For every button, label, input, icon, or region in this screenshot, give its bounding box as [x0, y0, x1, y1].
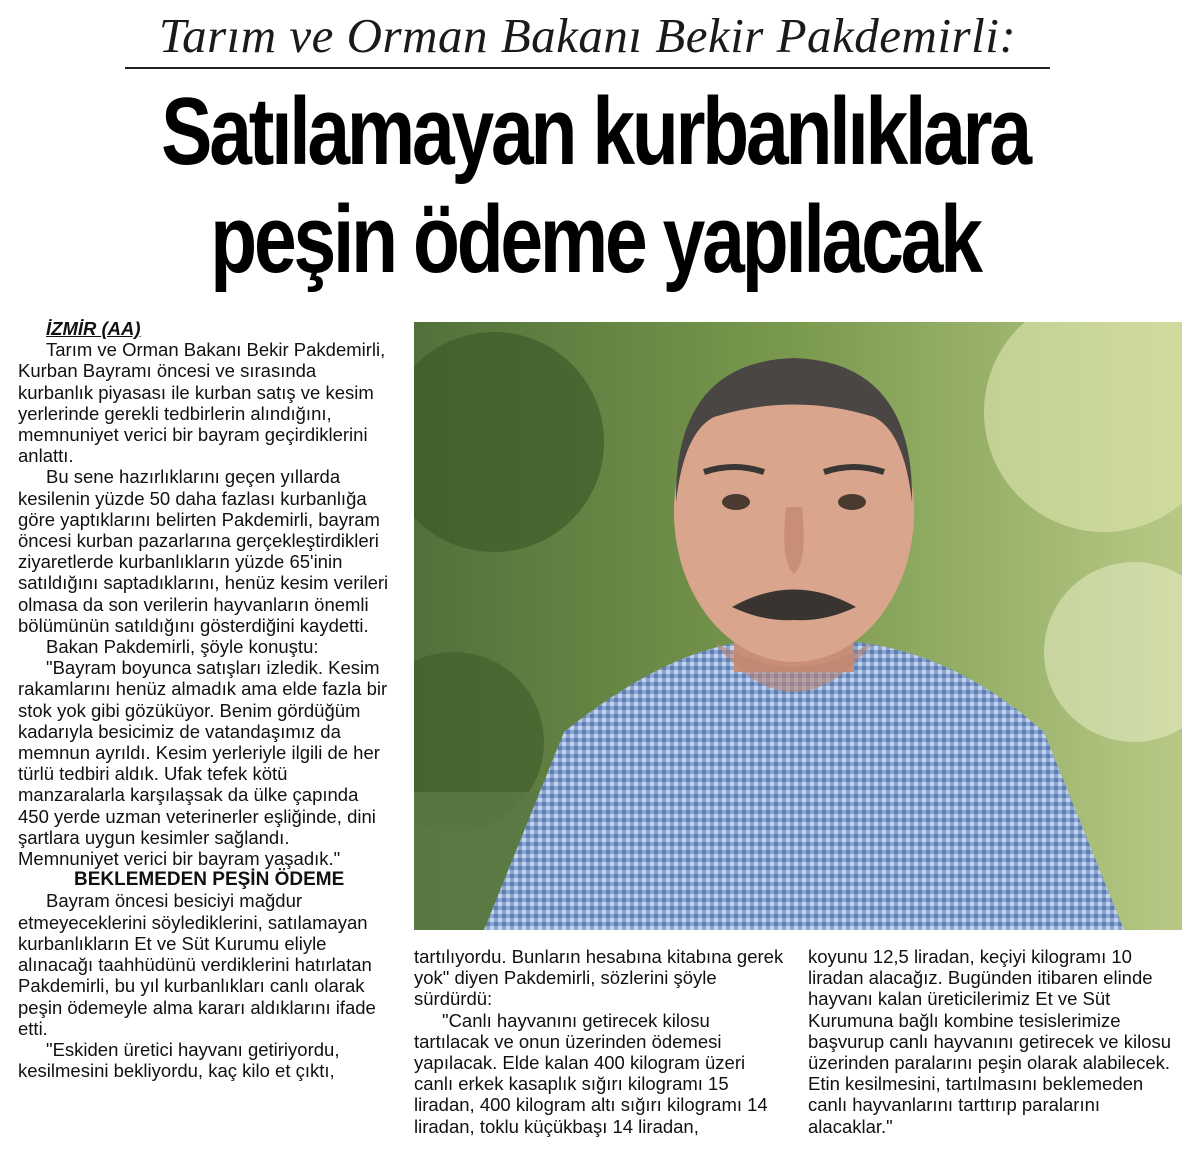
paragraph: tartılıyordu. Bunların hesabına kitabına gerek yok" diyen Pakdemirli, sözlerini şöyle sürdürdü:	[414, 946, 784, 1010]
subheading: BEKLEMEDEN PEŞİN ÖDEME	[74, 869, 345, 891]
paragraph: Bu sene hazırlıklarını geçen yıllarda kesilenin yüzde 50 daha fazlası kurbanlığa göre yaptıklarını belirten Pakdemirli, bayram öncesi kurban pazarlarına gerçekleştirdikleri ziyaretlerde kurbanlıkların yüzde 65'inin satıldığını saptadıklarını, henüz kesim verileri olmasa da son verilerin hayvanların önemli bölümünün satıldığını gösterdiğini kaydetti.	[18, 466, 389, 636]
byline: İZMİR (AA)	[46, 318, 141, 339]
paragraph: koyunu 12,5 liradan, keçiyi kilogramı 10 liradan alacağız. Bugünden itibaren elinde hayvanı kalan üreticilerimiz Et ve Süt Kurumuna bağlı kombine tesislerimize başvurup canlı hayvanını getirecek ve kilosu üzerinden paralarını peşin olarak alabilecek. Etin kesilmesini, tartılmasını beklemeden canlı hayvanlarını tarttırıp paralarını alacaklar."	[808, 946, 1172, 1137]
minister-photo	[414, 322, 1182, 930]
right-column	[808, 946, 1180, 1137]
portrait-illustration	[414, 322, 1182, 930]
middle-column	[414, 946, 784, 1137]
paragraph: "Bayram boyunca satışları izledik. Kesim rakamlarını henüz almadık ama elde fazla bir stok yok gibi gözüküyor. Benim gördüğüm kadarıyla besicimiz de vatandaşımız da memnun ayrıldı. Kesim yerleriyle ilgili de her türlü tedbiri aldık. Ufak tefek kötü manzaralarla karşılaşsak da ülke çapında 450 yerde uzman veterinerler eşliğinde, dini şartlara uygun kesimler sağlandı. Memnuniyet verici bir bayram yaşadık."	[18, 657, 388, 870]
article-kicker: Tarım ve Orman Bakanı Bekir Pakdemirli:	[158, 8, 1017, 63]
kicker-underline	[125, 67, 1050, 69]
headline-line-1: Satılamayan kurbanlıklara	[161, 78, 1029, 185]
paragraph: Bakan Pakdemirli, şöyle konuştu:	[46, 636, 319, 658]
paragraph: Bayram öncesi besiciyi mağdur etmeyeceklerini söylediklerini, satılamayan kurbanlıkların Et ve Süt Kurumu eliyle alınacağı taahhüdünü verdiklerini hatırlatan Pakdemirli, bu yıl kurbanlıkları canlı olarak peşin ödemeyle alma kararı aldıklarını ifade etti.	[18, 890, 376, 1039]
paragraph: "Canlı hayvanını getirecek kilosu tartılacak ve onun üzerinden ödemesi yapılacak. Elde kalan 400 kilogram üzeri canlı erkek kasaplık sığırı kilogramı 15 liradan, 400 kilogram altı sığırı kilogramı 14 liradan, toklu küçükbaşı 14 liradan,	[414, 1009, 768, 1137]
article-headline	[119, 78, 1071, 294]
headline-line-2: peşin ödeme yapılacak	[210, 186, 980, 293]
paragraph: Tarım ve Orman Bakanı Bekir Pakdemirli, Kurban Bayramı öncesi ve sırasında kurbanlık piyasası ile kurban satış ve kesim yerlerinde gerekli tedbirlerin alındığını, memnuniyet verici bir bayram geçirdiklerini anlattı.	[18, 339, 386, 467]
left-column	[18, 318, 390, 1081]
paragraph: "Eskiden üretici hayvanı getiriyordu, kesilmesini bekliyordu, kaç kilo et çıktı,	[18, 1038, 340, 1082]
